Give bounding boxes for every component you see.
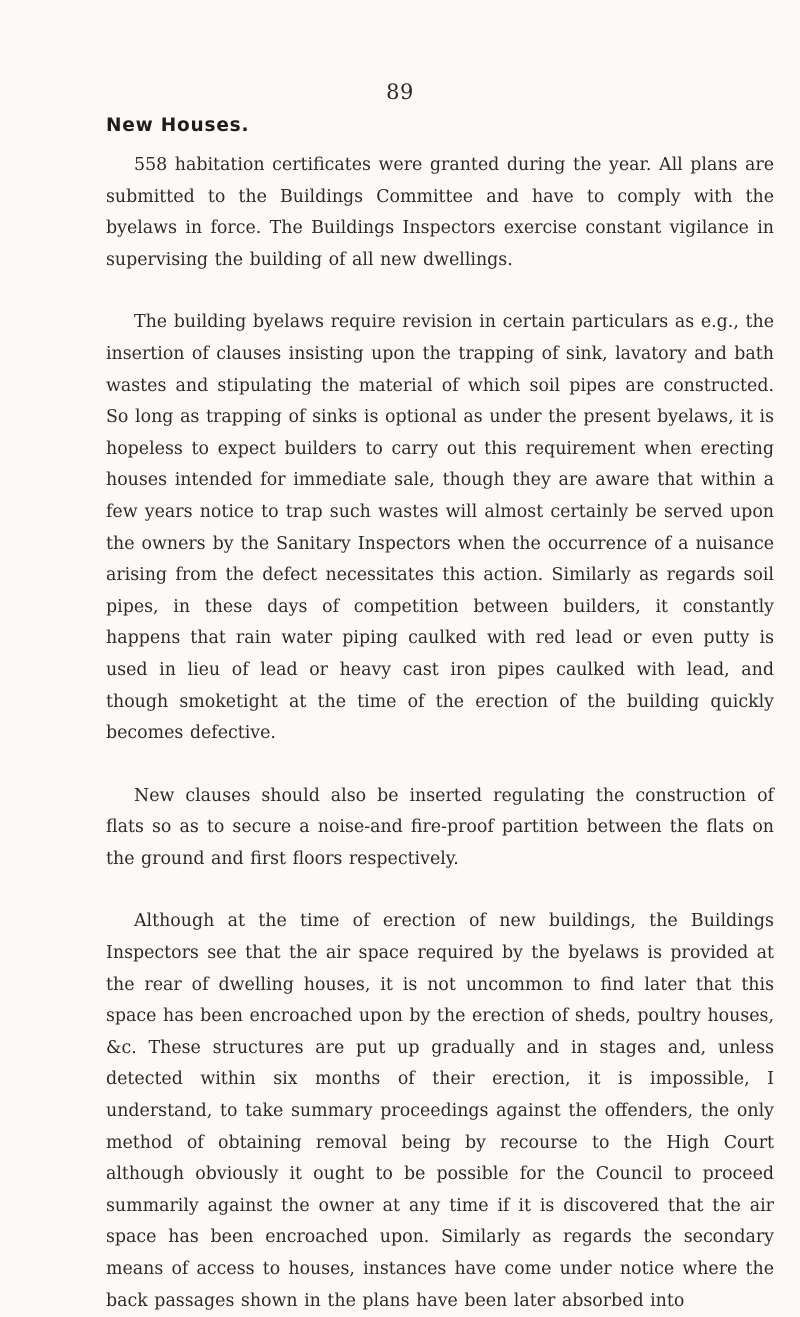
page-number: 89 — [386, 80, 414, 104]
paragraph-air-space: Although at the time of erection of new buildings, the Buildings Inspectors see that the air space required by the byelaws is provided at the rear of dwelling houses, it is not uncommon to find later that this space has been encroached upon by the erection of sheds, poultry houses, &c. These structures are put up gradually and in stages and, unless detected within six months of their erection, it is impossible, I understand, to take summary proceedings against the offenders, the only method of obtaining removal being by recourse to the High Court although obviously it ought to be possible for the Council to proceed summarily against the owner at any time if it is discovered that the air space has been encroached upon. Similarly as regards the secondary means of access to houses, instances have come under notice where the back passages shown in the plans have been later absorbed into — [106, 911, 774, 1311]
paragraph-flats-construction: New clauses should also be inserted regulating the construction of flats so as to secure a noise-and fire-proof partition between the flats on the ground and first floors respectively. — [106, 785, 774, 869]
section-heading: New Houses. — [106, 115, 250, 136]
paragraph-habitation-certificates: 558 habitation certificates were granted during the year. All plans are submitted to the Buildings Committee and have to comply with the byelaws in force. The Buildings Inspectors exercise constant vigilance in supervising the building of all new dwellings. — [106, 155, 774, 270]
paragraph-byelaws-revision: The building byelaws require revision in certain particulars as e.g., the insertion of clauses insisting upon the trapping of sink, lavatory and bath wastes and stipulating the material of which soil pipes are constructed. So long as trapping of sinks is optional as under the present byelaws, it is hopeless to expect builders to carry out this requirement when erecting houses intended for immediate sale, though they are aware that within a few years notice to trap such wastes will almost certainly be served upon the owners by the Sanitary Inspectors when the occurrence of a nuisance arising from the defect necessitates this action. Similarly as regards soil pipes, in these days of competition between builders, it constantly happens that rain water piping caulked with red lead or even putty is used in lieu of lead or heavy cast iron pipes caulked with lead, and though smoketight at the time of the erection of the building quickly becomes defective. — [106, 312, 774, 744]
body-text — [106, 150, 774, 1317]
